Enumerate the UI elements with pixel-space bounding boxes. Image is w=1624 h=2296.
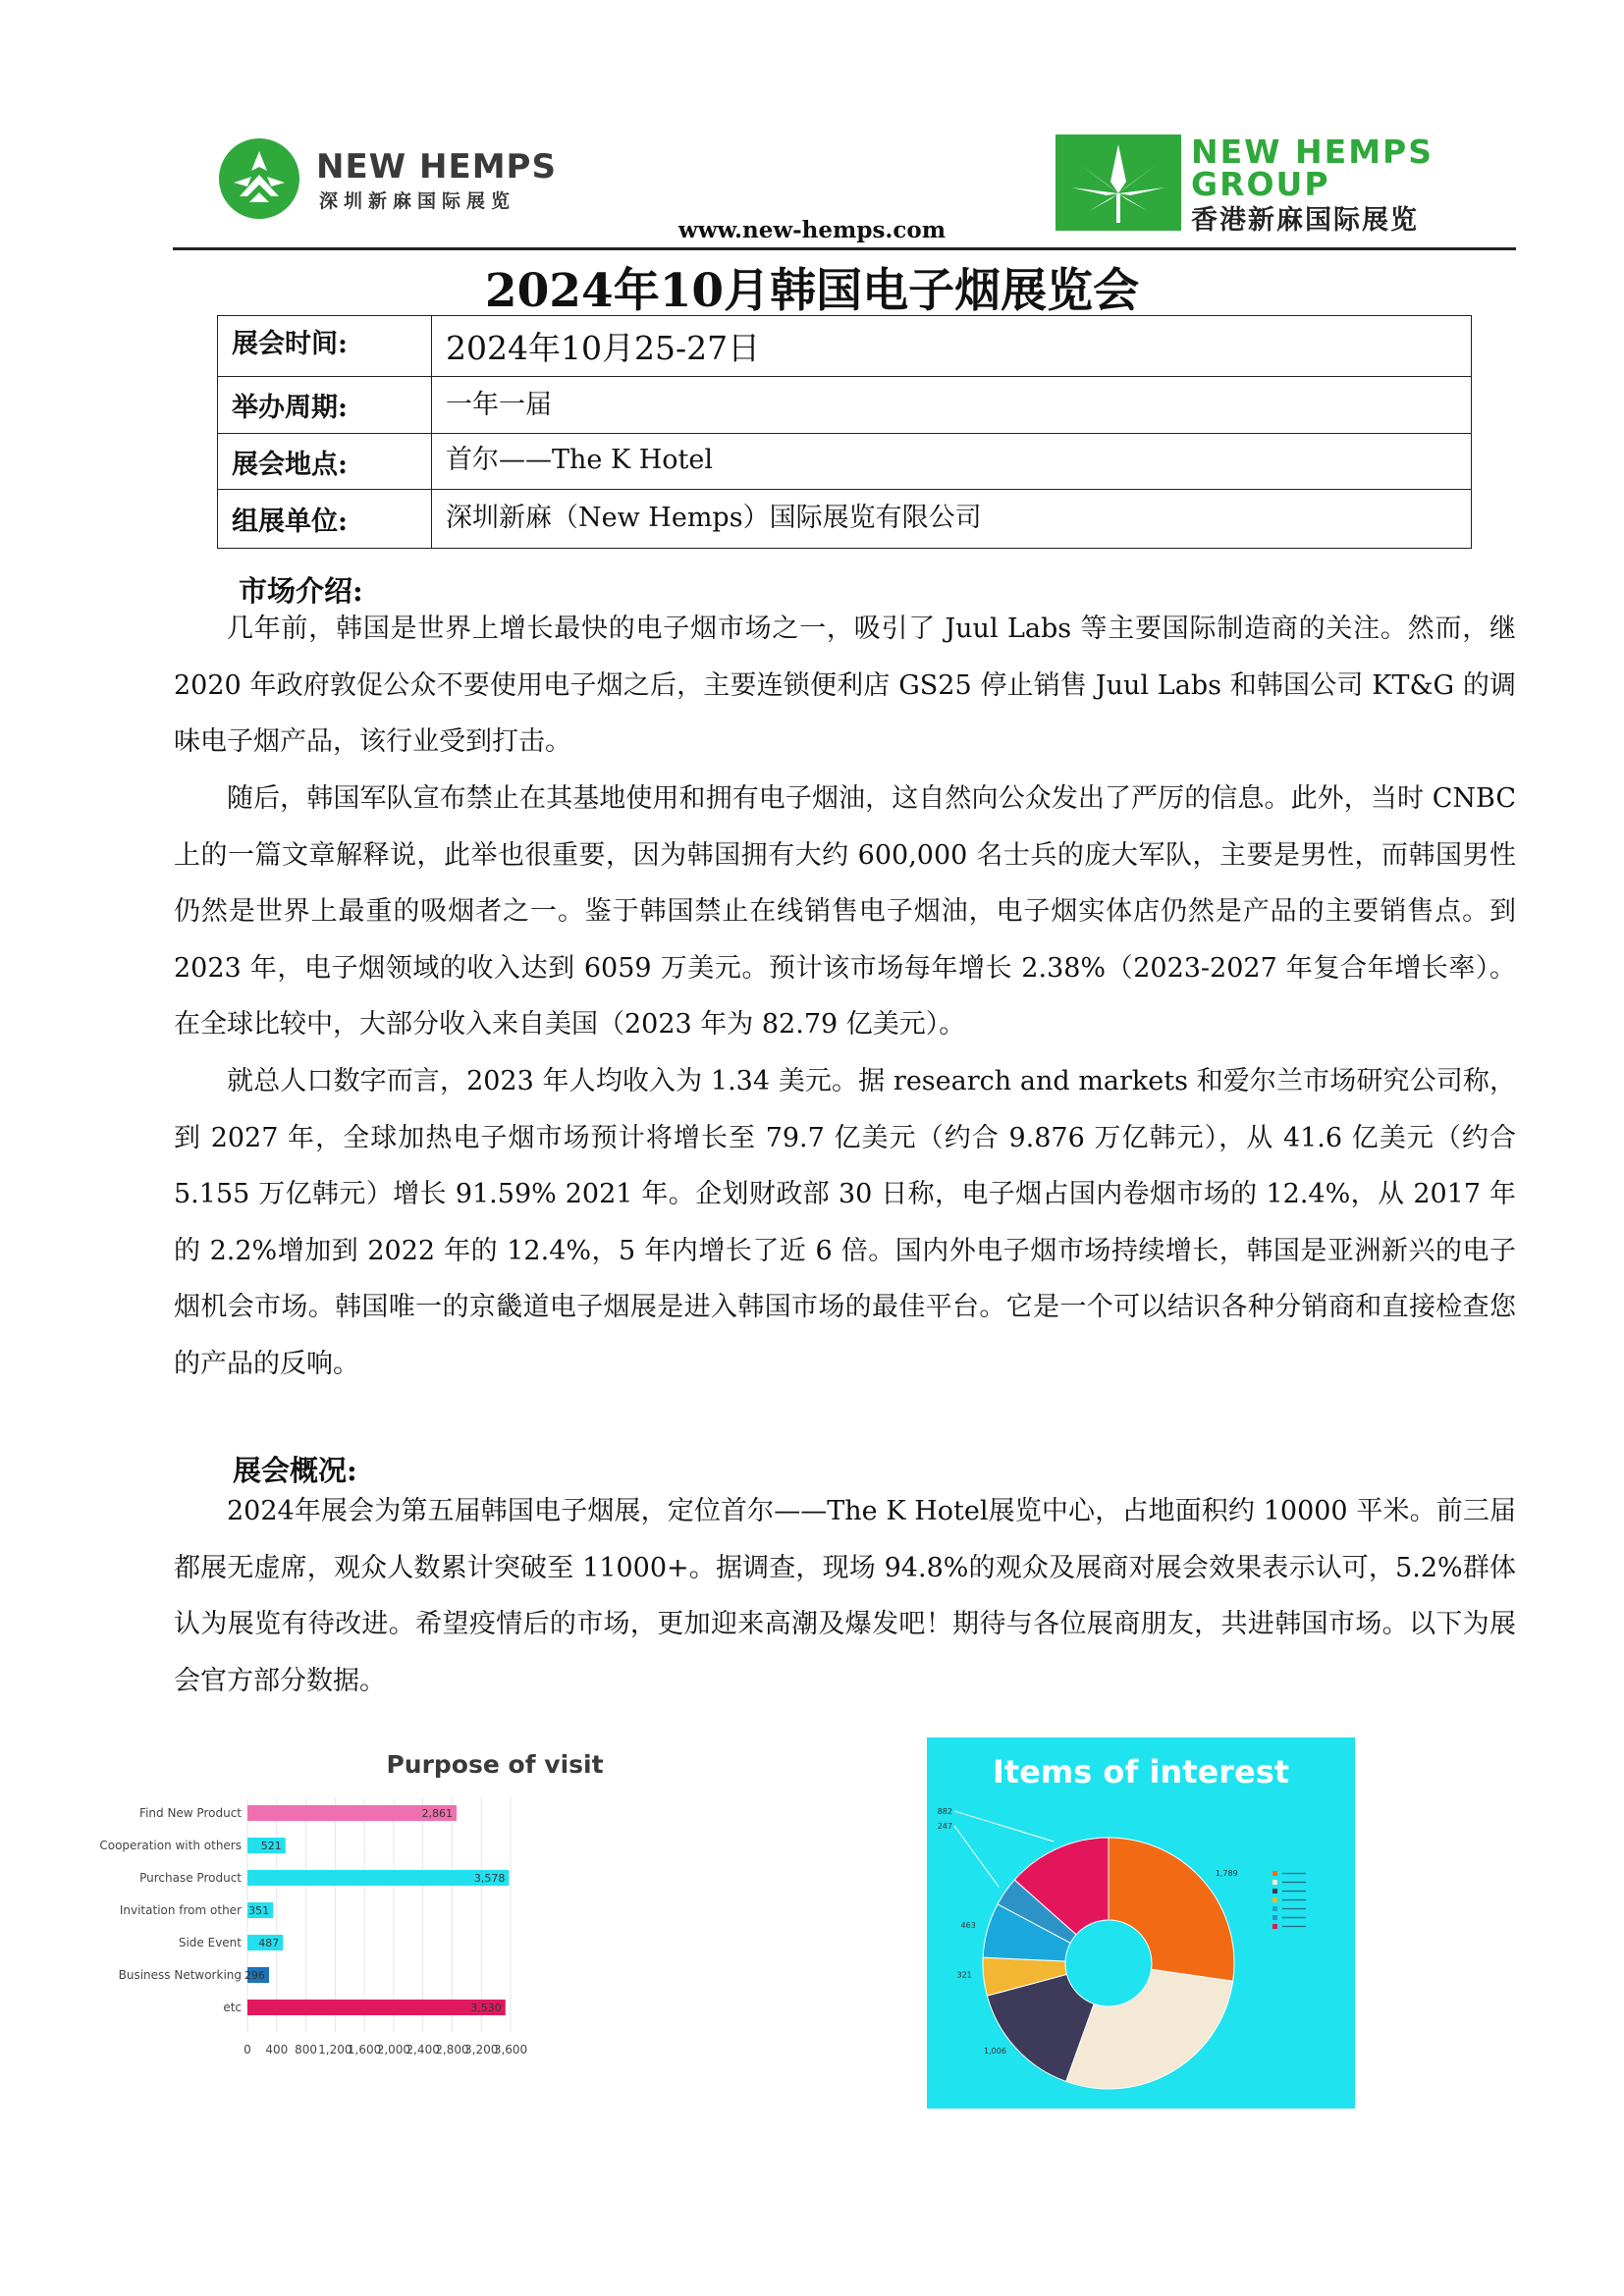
category-label: Find New Product [139,1806,242,1820]
data-label: 3,530 [470,2002,502,2014]
bar [247,1870,509,1886]
category-label: etc [223,2001,242,2014]
slice-label: 247 [937,1822,952,1831]
data-label: 351 [248,1904,270,1917]
header-divider [173,247,1516,250]
info-key: 举办周期: [218,377,432,434]
x-tick-label: 1,600 [347,2043,382,2056]
info-key: 组展单位: [218,490,432,549]
x-tick-label: 3,200 [464,2043,499,2056]
x-tick-label: 2,800 [435,2043,469,2056]
data-label: 521 [260,1840,282,1852]
right-logo-brand-line2: GROUP [1191,165,1330,203]
slice-label: 463 [960,1921,976,1931]
x-tick-label: 3,600 [493,2043,528,2056]
market-paragraph-2: 随后，韩国军队宣布禁止在其基地使用和拥有电子烟油，这自然向公众发出了严厉的信息。此外，当时 CNBC 上的一篇文章解释说，此举也很重要，因为韩国拥有大约 600,000 名士兵的庞大军队，主要是男性，而韩国男性仍然是世界上最重的吸烟者之一。鉴于韩国禁止在线销售电子烟油，电子烟实体店仍然是产品的主要销售点。到 2023 年，电子烟领域的收入达到 6059 万美元。预计该市场每年增长 2.38%（2023-2027 年复合年增长率）。在全球比较中，大部分收入来自美国（2023 年为 82.79 亿美元）。 [174,783,1516,1041]
legend-swatch [1272,1897,1277,1902]
table-row [218,490,1472,549]
info-value: 一年一届 [432,377,1472,434]
category-label: Side Event [178,1936,242,1949]
market-paragraph-3: 就总人口数字而言，2023 年人均收入为 1.34 美元。据 research and markets 和爱尔兰市场研究公司称，到 2027 年，全球加热电子烟市场预计将增长至 79.7 亿美元（约合 9.876 万亿韩元），从 41.6 亿美元（约合 5.155 万亿韩元）增长 91.59% 2021 年。企划财政部 30 日称，电子烟占国内卷烟市场的 12.4%，从 2017 年的 2.2%增加到 2022 年的 12.4%，5 年内增长了近 6 倍。国内外电子烟市场持续增长，韩国是亚洲新兴的电子烟机会市场。韩国唯一的京畿道电子烟展是进入韩国市场的最佳平台。它是一个可以结识各种分销商和直接检查您的产品的反响。 [174,1066,1516,1379]
x-tick-label: 400 [265,2043,289,2056]
category-label: Cooperation with others [99,1839,242,1852]
category-label: Purchase Product [139,1871,242,1885]
market-paragraph-1: 几年前，韩国是世界上增长最快的电子烟市场之一，吸引了 Juul Labs 等主要国际制造商的关注。然而，继 2020 年政府敦促公众不要使用电子烟之后，主要连锁便利店 GS25 停止销售 Juul Labs 和韩国公司 KT&G 的调味电子烟产品，该行业受到打击。 [174,614,1516,758]
category-label: Invitation from other [119,1903,242,1917]
overview-paragraph: 2024年展会为第五届韩国电子烟展，定位首尔——The K Hotel展览中心，占地面积约 10000 平米。前三届都展无虚席，观众人数累计突破至 11000+。据调查，现场 94.8%的观众及展商对展会效果表示认可，5.2%群体认为展览有待改进。希望疫情后的市场，更加迎来高潮及爆发吧！期待与各位展商朋友，共进韩国市场。以下为展会官方部分数据。 [174,1496,1516,1696]
legend-swatch [1272,1871,1277,1876]
legend-swatch [1272,1915,1277,1920]
info-key: 展会地点: [218,434,432,490]
info-value: 深圳新麻（New Hemps）国际展览有限公司 [432,490,1472,549]
x-tick-label: 0 [244,2043,251,2056]
website-link[interactable]: www.new-hemps.com [677,217,947,243]
data-label: 487 [258,1937,280,1949]
exhibition-info-table [217,315,1472,549]
bar [247,2000,506,2015]
overview-heading: 展会概况: [233,1454,357,1487]
x-tick-label: 1,200 [318,2043,352,2056]
table-row [218,434,1472,490]
table-row [218,377,1472,434]
legend-swatch [1272,1924,1277,1929]
new-hemps-logo [218,137,571,226]
category-label: Business Networking [118,1968,242,1982]
info-value: 2024年10月25-27日 [432,316,1472,377]
data-label: 3,578 [473,1872,506,1885]
right-logo-brand-line1: NEW HEMPS [1191,133,1435,171]
slice-label: 1,789 [1215,1868,1238,1878]
info-key: 展会时间: [218,316,432,377]
page-title: 2024年10月韩国电子烟展览会 [484,264,1140,318]
chart-title: Items of interest [992,1753,1290,1790]
legend-swatch [1272,1906,1277,1911]
donut-hole [1066,1921,1151,2005]
items-of-interest-chart [927,1737,1355,2109]
table-row [218,316,1472,377]
data-label: 296 [244,1969,266,1982]
legend-swatch [1272,1889,1277,1894]
slice-label: 321 [956,1970,972,1980]
hemp-leaf-logo-icon [218,137,300,220]
market-heading: 市场介绍: [239,574,363,608]
chart-title: Purpose of visit [386,1750,604,1779]
slice-label: 1,006 [984,2047,1006,2056]
x-tick-label: 2,400 [406,2043,440,2056]
legend-swatch [1272,1880,1277,1885]
info-value: 首尔——The K Hotel [432,434,1472,490]
purpose-of-visit-chart [99,1737,813,2109]
x-tick-label: 800 [295,2043,318,2056]
left-logo-subtitle: 深圳新麻国际展览 [319,190,516,212]
x-tick-label: 2,000 [376,2043,411,2056]
slice-label: 882 [937,1807,952,1816]
data-label: 2,861 [421,1807,453,1820]
left-logo-brand: NEW HEMPS [316,147,557,187]
right-logo-subtitle: 香港新麻国际展览 [1191,205,1419,236]
